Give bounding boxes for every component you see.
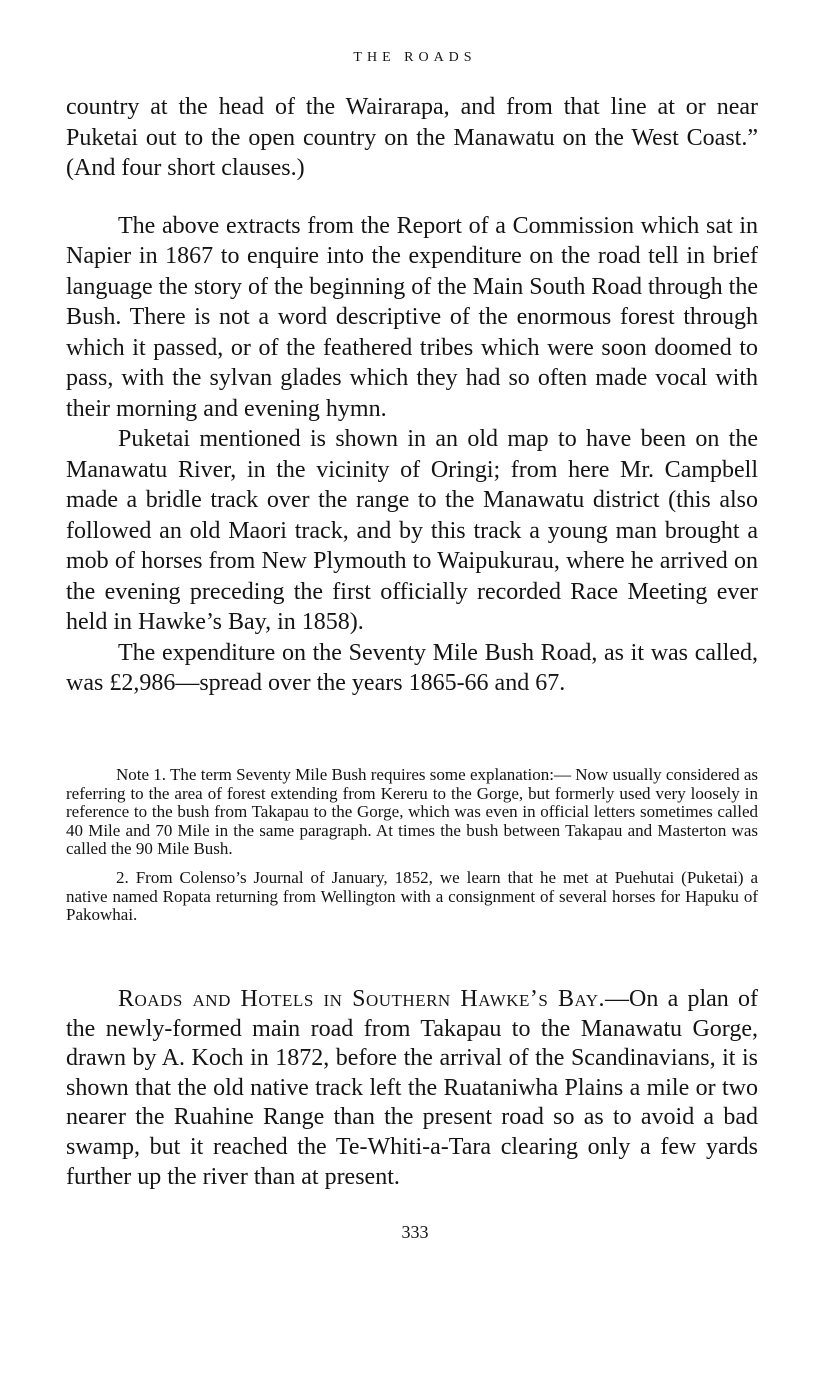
paragraph-expenditure: The expenditure on the Seventy Mile Bush Road, as it was called, was £2,986—spread over the years 1865-66 and 67.	[66, 639, 758, 696]
section-roads-and-hotels	[66, 985, 758, 1192]
page-number: 333	[401, 1222, 429, 1242]
section-text: —On a plan of the newly-formed main road from Takapau to the Manawatu Gorge, drawn by A. Koch in 1872, before the arrival of the Scandinavians, it is shown that the old native track left the Ruataniwha Plains a mile or two nearer the Ruahine Range than the present road so as to avoid a bad swamp, but it reached the Te-Whiti-a-Tara clearing only a few yards further up the river than at present.	[66, 986, 758, 1190]
running-head: THE ROADS	[353, 50, 477, 65]
note-2: 2. From Colenso’s Journal of January, 1852, we learn that he met at Puehutai (Puketai) a native named Ropata returning from Wellington with a consignment of several horses for Hapuku of Pakowhai.	[66, 867, 758, 925]
section-paragraph	[66, 985, 758, 1192]
body-text	[66, 92, 758, 699]
paragraph-puketai: Puketai mentioned is shown in an old map to have been on the Manawatu River, in the vicinity of Oringi; from here Mr. Campbell made a bridle track over the range to the Manawatu district (this also followed an old Maori track, and by this track a young man brought a mob of horses from New Plymouth to Waipukurau, where he arrived on the evening preceding the first officially recorded Race Meeting ever held in Hawke’s Bay, in 1858).	[66, 426, 758, 635]
paragraph-continuation: country at the head of the Wairarapa, and from that line at or near Puketai out to the open country on the Manawatu on the West Coast.” (And four short clauses.)	[66, 94, 758, 181]
section-heading: Roads and Hotels in Southern Hawke’s Bay.	[118, 986, 606, 1012]
footnotes	[66, 766, 758, 925]
note-1: Note 1. The term Seventy Mile Bush requires some explanation:— Now usually considered as referring to the area of forest extending from Kereru to the Gorge, but formerly used very loosely in reference to the bush from Takapau to the Gorge, which was even in official letters sometimes called 40 Mile and 70 Mile in the same paragraph. At times the bush between Takapau and Masterton was called the 90 Mile Bush.	[66, 765, 758, 859]
paragraph-commission-report: The above extracts from the Report of a Commission which sat in Napier in 1867 to enquire into the expenditure on the road tell in brief language the story of the beginning of the Main South Road through the Bush. There is not a word descriptive of the enormous forest through which it passed, or of the feathered tribes which were soon doomed to pass, with the sylvan glades which they had so often made vocal with their morning and evening hymn.	[66, 212, 758, 422]
